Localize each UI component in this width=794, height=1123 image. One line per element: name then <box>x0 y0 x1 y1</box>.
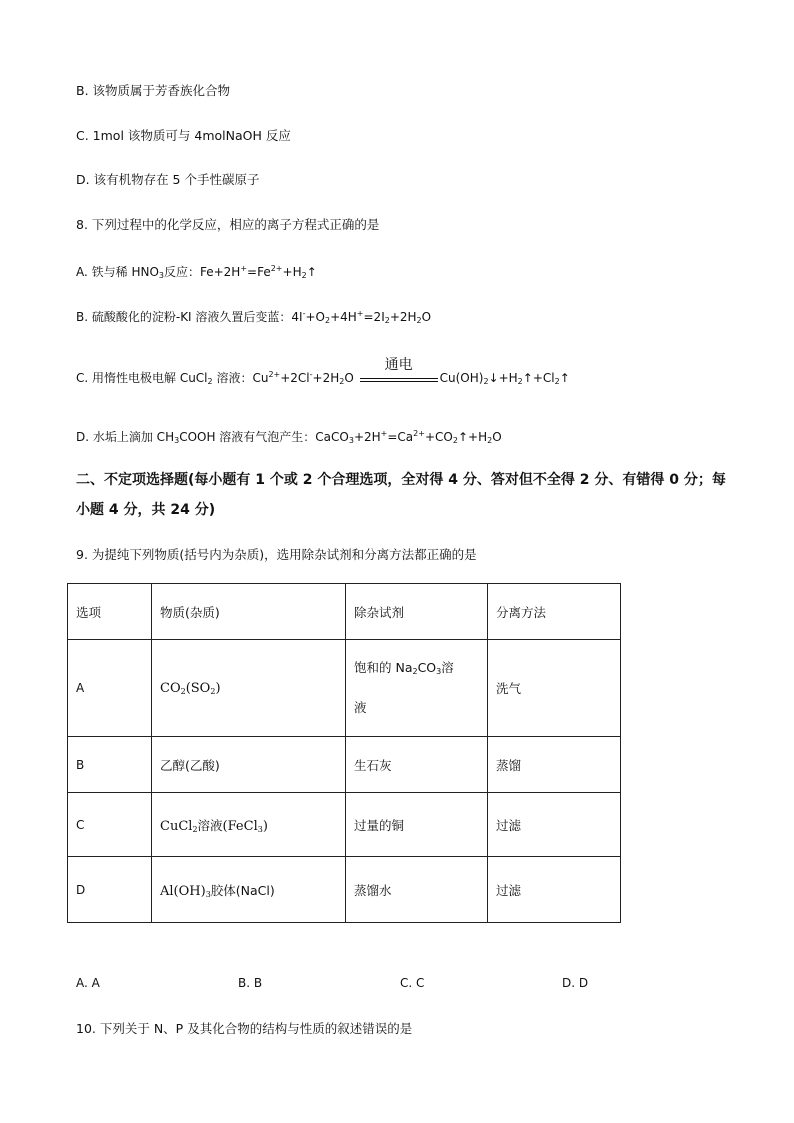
row-b-substance: 乙醇(乙酸) <box>152 737 346 793</box>
row-b-method: 蒸馏 <box>488 737 621 793</box>
q8-option-b: B. 硫酸酸化的淀粉-KI 溶液久置后变蓝：$4I^-+O_2+4H^+=2I_2+2H_2O$ <box>76 309 432 325</box>
header-reagent: 除杂试剂 <box>346 584 488 640</box>
table-row <box>68 737 621 793</box>
row-d-option: D <box>68 857 152 923</box>
row-a-substance: $CO_2(SO_2)$ <box>152 640 346 737</box>
q9-table <box>67 583 621 923</box>
row-a-reagent: 饱和的 $Na_2CO_3$溶 液 <box>346 640 488 737</box>
row-b-option: B <box>68 737 152 793</box>
row-d-substance: $Al(OH)_3$胶体(NaCl) <box>152 857 346 923</box>
table-row <box>68 857 621 923</box>
q9-stem: 9. 为提纯下列物质(括号内为杂质)，选用除杂试剂和分离方法都正确的是 <box>76 547 477 562</box>
q8-option-c: C. 用惰性电极电解 CuCl$_2$ 溶液：$Cu^{2+}+2Cl^-+2H_2O$ 通电 $Cu(OH)_2↓+H_2↑+Cl_2↑$ <box>76 356 570 386</box>
table-row <box>68 640 621 737</box>
electrolysis-condition: 通电 <box>384 356 413 373</box>
table-header-row <box>68 584 621 640</box>
q9-answer-a[interactable]: A. A <box>76 976 100 990</box>
q8-option-d: D. 水垢上滴加 $CH_3COOH$ 溶液有气泡产生：$CaCO_3+2H^+=Ca^{2+}+CO_2↑+H_2O$ <box>76 429 502 445</box>
table-row <box>68 793 621 857</box>
row-a-option: A <box>68 640 152 737</box>
q8-option-a: A. 铁与稀 $HNO_3$反应：$Fe+2H^+=Fe^{2+}+H_2↑$ <box>76 264 317 280</box>
q9-answer-d[interactable]: D. D <box>562 976 589 990</box>
row-c-method: 过滤 <box>488 793 621 857</box>
q10-stem: 10. 下列关于 N、P 及其化合物的结构与性质的叙述错误的是 <box>76 1021 413 1036</box>
row-d-method: 过滤 <box>488 857 621 923</box>
q9-answer-b[interactable]: B. B <box>238 976 263 990</box>
q7-option-c: C. 1mol 该物质可与 4molNaOH 反应 <box>76 128 291 143</box>
q9-answer-c[interactable]: C. C <box>400 976 425 990</box>
section-2-heading: 二、不定项选择题(每小题有 1 个或 2 个合理选项，全对得 4 分、答对但不全得 2 分、有错得 0 分；每小题 4 分，共 24 分) <box>76 472 726 518</box>
row-a-method: 洗气 <box>488 640 621 737</box>
row-c-substance: CuCl$_2$溶液(FeCl$_3$) <box>152 793 346 857</box>
header-method: 分离方法 <box>488 584 621 640</box>
q8-stem: 8. 下列过程中的化学反应，相应的离子方程式正确的是 <box>76 217 380 232</box>
row-c-option: C <box>68 793 152 857</box>
row-d-reagent: 蒸馏水 <box>346 857 488 923</box>
q7-option-b: B. 该物质属于芳香族化合物 <box>76 83 231 98</box>
row-c-reagent: 过量的铜 <box>346 793 488 857</box>
header-substance: 物质(杂质) <box>152 584 346 640</box>
q7-option-d: D. 该有机物存在 5 个手性碳原子 <box>76 172 260 187</box>
electrolysis-arrow <box>358 356 440 388</box>
header-option: 选项 <box>68 584 152 640</box>
row-b-reagent: 生石灰 <box>346 737 488 793</box>
